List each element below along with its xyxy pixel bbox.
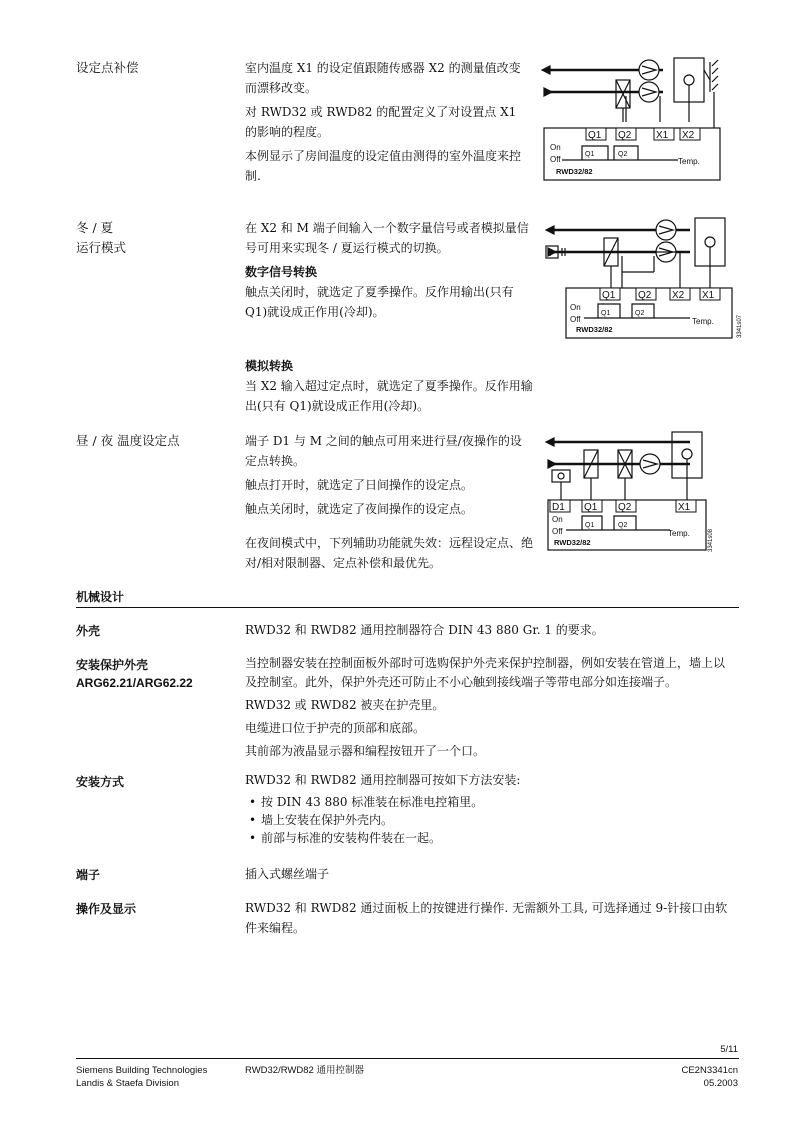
mounting-list (249, 793, 730, 847)
section-label-day-night: 昼 / 夜 温度设定点 (76, 433, 180, 448)
paragraph: 对 RWD32 或 RWD82 的配置定义了对设置点 X1 的影响的程度。 (245, 105, 517, 139)
paragraph: 在夜间模式中，下列辅助功能就失效：远程设定点、绝对/相对限制器、定点补偿和最优先。 (245, 536, 534, 570)
row-text-protective-housing: 当控制器安装在控制面板外部时可选购保护外壳来保护控制器，例如安装在管道上，墙上以及控制室。此外，保护外壳还可防止不小心触到接线端子等带电部分如连接端子。 RWD32 或 RWD82 被夹在护壳里。 电缆进口位于护壳的顶部和底部。 其前部为液晶显示器和编程按钮开了一个口。 (245, 656, 726, 758)
off-label: Off (552, 527, 563, 536)
section-label-winter-summer: 冬 / 夏 运行模式 (76, 220, 127, 255)
row-label-mounting: 安装方式 (76, 775, 125, 789)
list-item: • 按 DIN 43 880 标准装在标准电控箱里。 (261, 793, 730, 811)
off-label: Off (550, 155, 561, 164)
q1-label: Q1 (585, 151, 595, 158)
terminal-q1: Q1 (584, 502, 598, 513)
diagram-setpoint-compensation (538, 52, 728, 184)
row-label-housing: 外壳 (76, 624, 101, 638)
row-label-operation: 操作及显示 (76, 902, 137, 916)
on-label: On (550, 143, 561, 152)
page-number: 5/11 (720, 1044, 738, 1055)
section-text-setpoint-compensation (245, 58, 530, 190)
q1-label: Q1 (585, 522, 595, 529)
on-label: On (570, 303, 581, 312)
row-label-terminals: 端子 (76, 868, 101, 882)
q2-label: Q2 (618, 522, 628, 529)
section-label-setpoint-compensation: 设定点补偿 (76, 60, 139, 75)
paragraph: 触点关闭时，就选定了夏季操作。反作用输出(只有 Q1)就设成正作用(冷却)。 (245, 285, 514, 319)
model-label: RWD32/82 (556, 167, 593, 176)
paragraph: 触点打开时，就选定了日间操作的设定点。 (245, 478, 474, 492)
row-text-housing: RWD32 和 RWD82 通用控制器符合 DIN 43 880 Gr. 1 的要求。 (245, 623, 604, 637)
paragraph: 端子 D1 与 M 之间的触点可用来进行昼/夜操作的设定点转换。 (245, 434, 522, 468)
row-text-mounting: RWD32 和 RWD82 通用控制器可按如下方法安装: • 按 DIN 43 880 标准装在标准电控箱里。 • 墙上安装在保护外壳内。 • 前部与标准的安装构件装在一起。 (245, 771, 730, 847)
q2-label: Q2 (635, 310, 645, 317)
figure-code: 3341s08 (708, 528, 714, 552)
temp-label: Temp. (678, 157, 700, 166)
terminal-x2: X2 (672, 290, 685, 301)
sensor-t-label: T (548, 249, 553, 258)
footer-product: RWD32/RWD82 通用控制器 (245, 1065, 364, 1076)
terminal-q2: Q2 (618, 130, 632, 141)
terminal-q2: Q2 (618, 502, 632, 513)
paragraph: 触点关闭时，就选定了夜间操作的设定点。 (245, 502, 474, 516)
paragraph: 在 X2 和 M 端子间输入一个数字量信号或者模拟量信号可用来实现冬 / 夏运行模式的切换。 (245, 221, 529, 255)
diagram-winter-summer (540, 212, 745, 344)
section-text-winter-summer (245, 218, 533, 420)
diagram-day-night (540, 428, 745, 554)
row-text-terminals: 插入式螺丝端子 (245, 867, 330, 881)
terminal-x1: X1 (702, 290, 715, 301)
temp-label: Temp. (692, 317, 714, 326)
paragraph: 当 X2 输入超过定点时，就选定了夏季操作。反作用输出(只有 Q1)就设成正作用(冷却)。 (245, 379, 533, 413)
row-label-protective-housing: 安装保护外壳 ARG62.21/ARG62.22 (76, 658, 193, 690)
divider (76, 607, 739, 608)
footer-company: Siemens Building Technologies Landis & Staefa Division (76, 1065, 208, 1089)
footer-doc-info: CE2N3341cn 05.2003 (681, 1065, 738, 1089)
model-label: RWD32/82 (576, 325, 613, 334)
list-item: • 墙上安装在保护外壳内。 (261, 811, 730, 829)
row-text-operation: RWD32 和 RWD82 通过面板上的按键进行操作. 无需额外工具, 可选择通过 9-针接口由软件来编程。 (245, 901, 728, 935)
terminal-q2: Q2 (638, 290, 652, 301)
section-text-day-night (245, 431, 533, 577)
subheading-analog: 模拟转换 (245, 359, 294, 373)
footer-divider (76, 1058, 739, 1059)
q2-label: Q2 (618, 151, 628, 158)
figure-code: 3341s07 (737, 314, 743, 338)
terminal-q1: Q1 (602, 290, 616, 301)
model-label: RWD32/82 (554, 538, 591, 547)
on-label: On (552, 515, 563, 524)
terminal-x2: X2 (682, 130, 695, 141)
off-label: Off (570, 315, 581, 324)
terminal-x1: X1 (678, 502, 691, 513)
terminal-d1: D1 (552, 502, 565, 513)
section-heading-mechanical-design: 机械设计 (76, 590, 125, 604)
terminal-q1: Q1 (588, 130, 602, 141)
temp-label: Temp. (668, 529, 690, 538)
subheading-digital: 数字信号转换 (245, 265, 318, 279)
paragraph: 室内温度 X1 的设定值跟随传感器 X2 的测量值改变而漂移改变。 (245, 61, 521, 95)
paragraph: 本例显示了房间温度的设定值由测得的室外温度来控制. (245, 149, 522, 183)
terminal-x1: X1 (656, 130, 669, 141)
q1-label: Q1 (601, 310, 611, 317)
list-item: • 前部与标准的安装构件装在一起。 (261, 829, 730, 847)
